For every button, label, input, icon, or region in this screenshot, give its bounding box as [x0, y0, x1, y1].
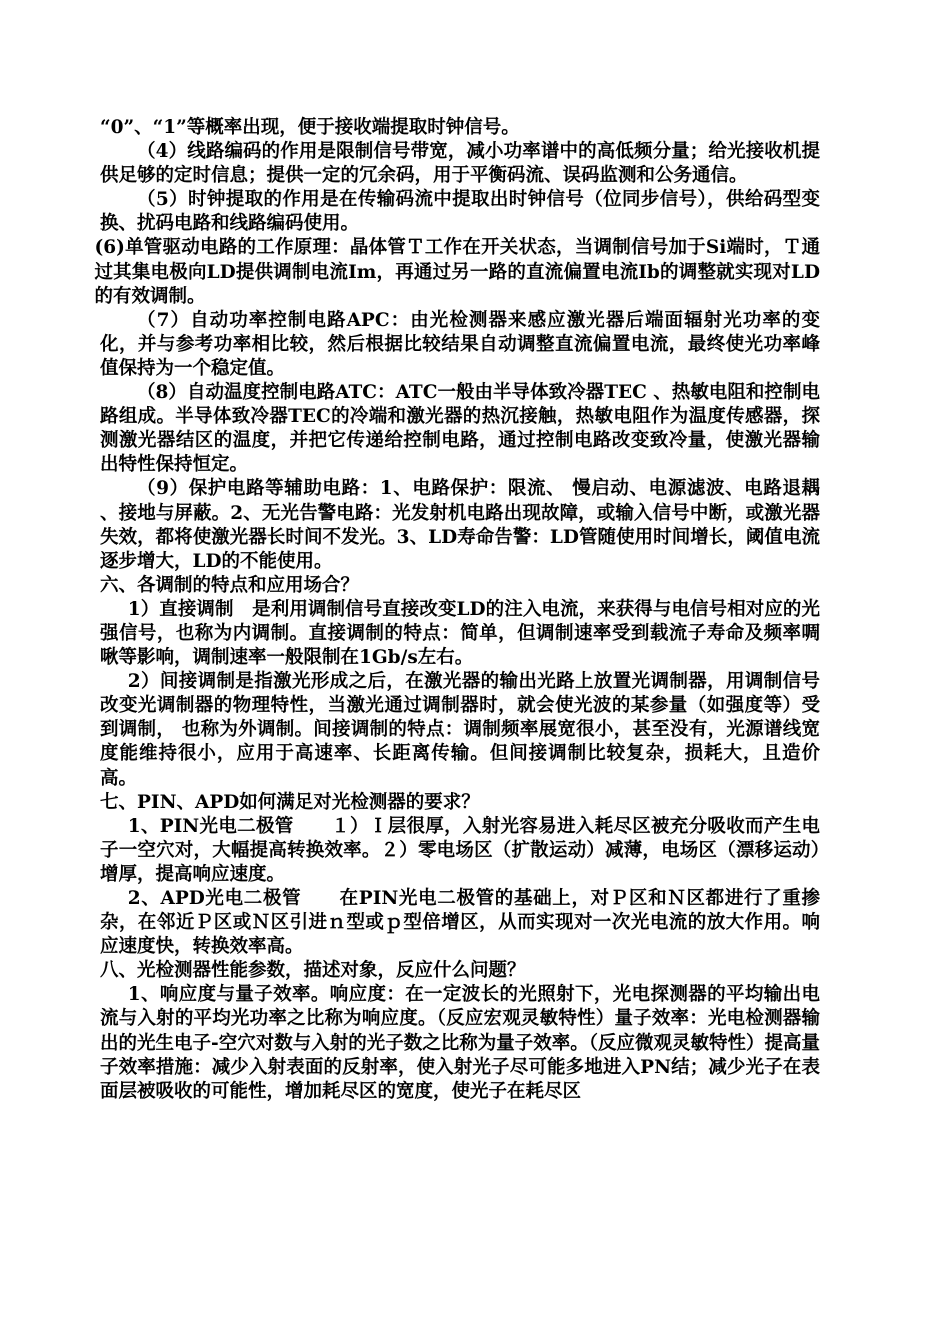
section-heading-pin-apd: 七、PIN、APD如何满足对光检测器的要求？	[100, 791, 480, 813]
paragraph-direct-modulation: 1）直接调制 是利用调制信号直接改变LD的注入电流，来获得与电信号相对应的光强信号，也称为内调制。直接调制的特点：简单，但调制速率受到载流子寿命及频率啁啾等影响，调制速率一般限制在1Gb/s左右。	[100, 598, 820, 669]
paragraph-single-tube-driver: (6)单管驱动电路的工作原理：晶体管Ｔ工作在开关状态，当调制信号加于Si端时，Ｔ通过其集电极向LD提供调制电流Im，再通过另一路的直流偏置电流Ib的调整就实现对LD的有效调制。	[94, 237, 820, 307]
paragraph-clock-extraction: （5）时钟提取的作用是在传输码流中提取出时钟信号（位同步信号），供给码型变换、扰码电路和线路编码使用。	[100, 189, 820, 235]
paragraph-line-coding: （4）线路编码的作用是限制信号带宽，减小功率谱中的高低频分量；给光接收机提供足够的定时信息；提供一定的冗余码，用于平衡码流、误码监测和公务通信。	[100, 141, 820, 187]
paragraph-apd-photodiode: 2、APD光电二极管 在PIN光电二极管的基础上，对Ｐ区和Ｎ区都进行了重掺杂，在邻近Ｐ区或Ｎ区引进ｎ型或ｐ型倍增区，从而实现对一次光电流的放大作用。响应速度快，转换效率高。	[100, 888, 820, 958]
paragraph-responsivity-quantum-efficiency: 1、响应度与量子效率。响应度：在一定波长的光照射下，光电探测器的平均输出电流与入射的平均光功率之比称为响应度。（反应宏观灵敏特性）量子效率：光电检测器输出的光生电子-空穴对数与入射的光子数之比称为量子效率。（反应微观灵敏特性）提高量子效率措施：减少入射表面的反射率，使入射光子尽可能多地进入PN结；减少光子在表面层被吸收的可能性，增加耗尽区的宽度，使光子在耗尽区	[100, 984, 820, 1102]
paragraph-atc: （8）自动温度控制电路ATC：ATC一般由半导体致冷器TEC 、热敏电阻和控制电路组成。半导体致冷器TEC的冷端和激光器的热沉接触，热敏电阻作为温度传感器，探测激光器结区的温度，并把它传递给控制电路，通过控制电路改变致冷量，使激光器输出特性保持恒定。	[100, 382, 820, 476]
paragraph-apc: （7）自动功率控制电路APC：由光检测器来感应激光器后端面辐射光功率的变化，并与参考功率相比较，然后根据比较结果自动调整直流偏置电流，最终使光功率峰值保持为一个稳定值。	[100, 309, 820, 379]
paragraph-indirect-modulation: 2）间接调制是指激光形成之后，在激光器的输出光路上放置光调制器，用调制信号改变光调制器的物理特性，当激光通过调制器时，就会使光波的某参量（如强度等）受到调制， 也称为外调制。间接调制的特点：调制频率展宽很小，甚至没有，光源谱线宽度能维持很小，应用于高速率、长距离传输。但间接调制比较复杂，损耗大，且造价高。	[100, 671, 820, 789]
section-heading-modulation: 六、各调制的特点和应用场合？	[100, 574, 360, 596]
document-page	[94, 116, 820, 1104]
paragraph-protection-circuits: （9）保护电路等辅助电路：1、电路保护：限流、 慢启动、电源滤波、电路退耦 、接地与屏蔽。2、无光告警电路：光发射机电路出现故障，或输入信号中断，或激光器失效，都将使激光器长时间不发光。3、LD寿命告警：LD管随使用时间增长，阈值电流逐步增大，LD的不能使用。	[100, 478, 820, 572]
paragraph-continuation: “0”、“1”等概率出现，便于接收端提取时钟信号。	[100, 117, 520, 138]
paragraph-pin-photodiode: 1、PIN光电二极管 １）Ｉ层很厚，入射光容易进入耗尽区被充分吸收而产生电子一空穴对，大幅提高转换效率。２）零电场区（扩散运动）减薄，电场区（漂移运动）增厚，提高响应速度。	[100, 815, 820, 885]
section-heading-detector-parameters: 八、光检测器性能参数，描述对象，反应什么问题？	[100, 960, 526, 982]
